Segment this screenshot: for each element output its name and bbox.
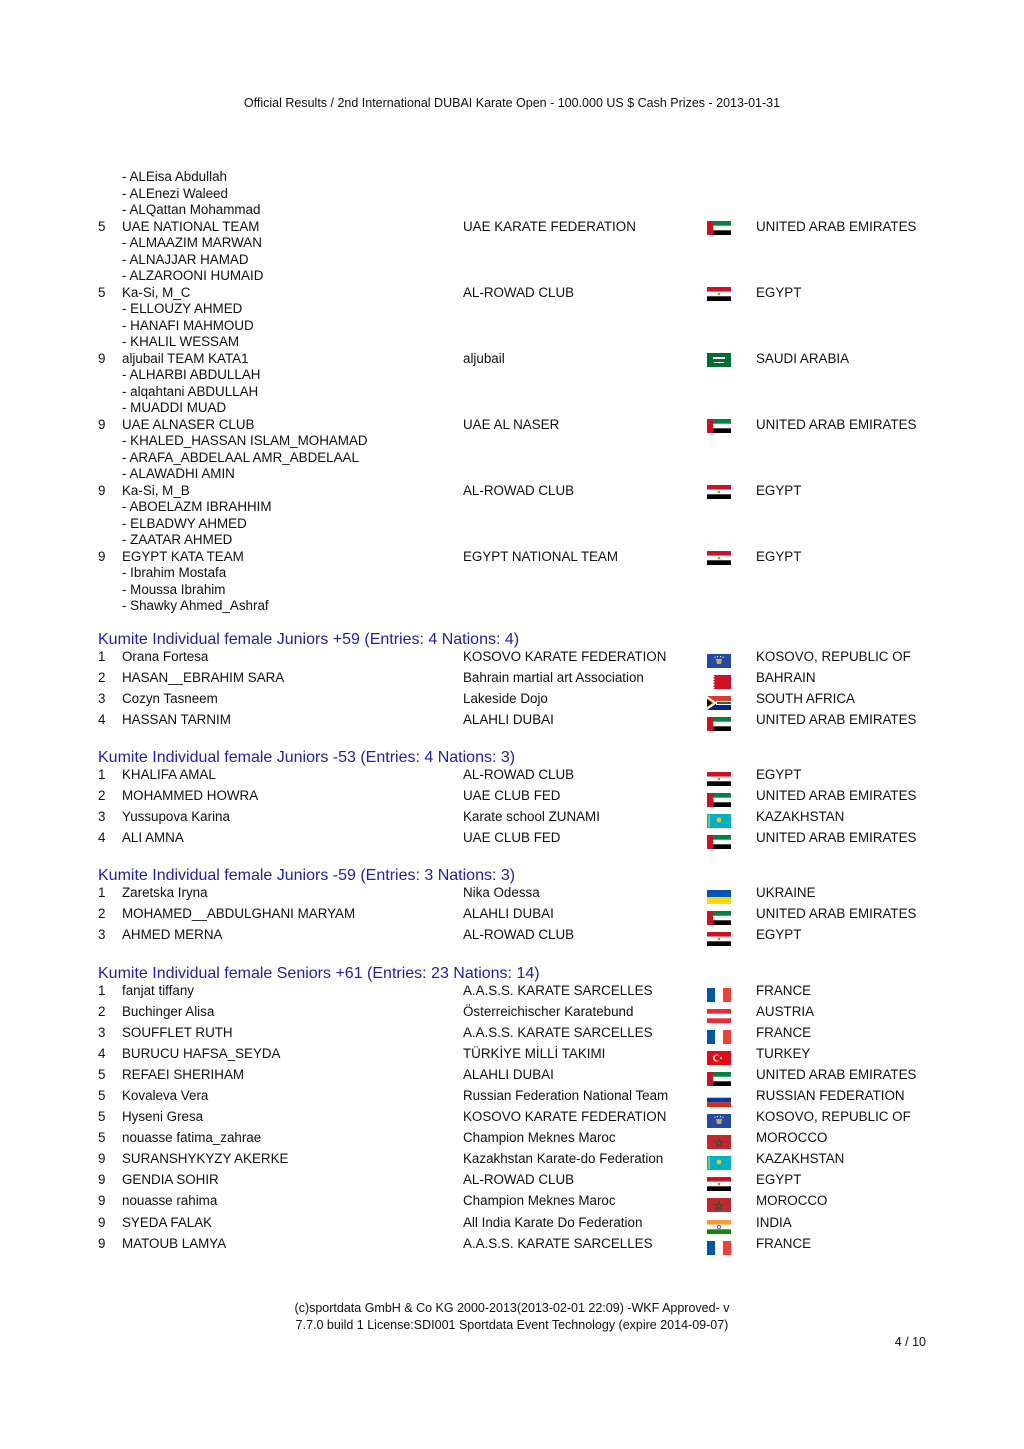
flag-icon-eg <box>707 287 731 301</box>
rank: 3 <box>98 690 106 706</box>
rank: 1 <box>98 648 106 664</box>
flag-ae-icon <box>707 911 731 925</box>
team-row <box>98 417 938 434</box>
nation-name: EGYPT <box>756 927 802 943</box>
rank: 9 <box>98 1151 106 1167</box>
club-name: AL-ROWAD CLUB <box>463 766 575 782</box>
flag-fr-icon <box>707 988 731 1002</box>
team-member-row <box>98 268 938 285</box>
club-name: Russian Federation National Team <box>463 1088 669 1103</box>
nation-name: BAHRAIN <box>756 669 816 685</box>
flag-xk-icon <box>707 654 731 668</box>
athlete-name: Buchinger Alisa <box>122 1003 215 1019</box>
nation-name: SOUTH AFRICA <box>756 690 855 706</box>
nation-name: UNITED ARAB EMIRATES <box>756 830 917 846</box>
athlete-name: ALI AMNA <box>122 830 184 846</box>
team-member-row <box>98 301 938 318</box>
team-row <box>98 285 938 302</box>
flag-ma-icon <box>707 1198 731 1212</box>
flag-icon-eg <box>707 772 731 786</box>
club-name: Champion Meknes Maroc <box>463 1193 616 1209</box>
rank: 9 <box>98 548 106 564</box>
team-member-row <box>98 252 938 269</box>
nation-name: UNITED ARAB EMIRATES <box>756 787 917 803</box>
club-name: UAE KARATE FEDERATION <box>463 218 636 234</box>
club-name: KOSOVO KARATE FEDERATION <box>463 648 667 664</box>
team-member-name: - ELBADWY AHMED <box>122 515 247 531</box>
nation-name: AUSTRIA <box>756 1003 815 1019</box>
team-member-row <box>98 384 938 401</box>
athlete-name: HASAN__EBRAHIM SARA <box>122 669 285 685</box>
club-name: AL-ROWAD CLUB <box>463 1172 575 1188</box>
flag-ma-icon <box>707 1135 731 1149</box>
team-member-row <box>98 450 938 467</box>
team-member-name: - ARAFA_ABDELAAL AMR_ABDELAAL <box>122 449 359 465</box>
club-name: Champion Meknes Maroc <box>463 1130 616 1146</box>
athlete-name: MOHAMMED HOWRA <box>122 787 259 803</box>
page-footer <box>0 1300 1024 1334</box>
flag-eg-icon <box>707 287 731 301</box>
rank: 1 <box>98 982 106 998</box>
club-name: UAE AL NASER <box>463 416 560 432</box>
team-member-row <box>98 598 938 615</box>
athlete-name: fanjat tiffany <box>122 982 194 998</box>
category-section <box>98 965 938 1257</box>
result-row <box>98 691 938 712</box>
team-member-row <box>98 433 938 450</box>
club-name: aljubail <box>463 350 505 366</box>
category-section <box>98 631 938 733</box>
flag-icon-ua <box>707 890 731 904</box>
athlete-name: Cozyn Tasneem <box>122 690 218 706</box>
athlete-name: Yussupova Karina <box>122 809 230 825</box>
nation-name: EGYPT <box>756 482 802 498</box>
team-member-name: - Ibrahim Mostafa <box>122 565 227 580</box>
result-row <box>98 1025 938 1046</box>
flag-ae-icon <box>707 793 731 807</box>
nation-name: KAZAKHSTAN <box>756 809 845 825</box>
athlete-name: nouasse fatima_zahrae <box>122 1130 262 1146</box>
flag-kz-icon <box>707 814 731 828</box>
nation-name: EGYPT <box>756 1172 802 1188</box>
result-row <box>98 767 938 788</box>
result-row <box>98 1067 938 1088</box>
team-member-name: - alqahtani ABDULLAH <box>122 383 259 399</box>
flag-ae-icon <box>707 835 731 849</box>
nation-name: UKRAINE <box>756 885 816 901</box>
result-row <box>98 809 938 830</box>
team-name: EGYPT KATA TEAM <box>122 548 244 564</box>
club-name: A.A.S.S. KARATE SARCELLES <box>463 982 653 998</box>
team-results-continuation <box>98 169 938 615</box>
flag-icon-sa <box>707 353 731 367</box>
category-section <box>98 749 938 851</box>
result-row <box>98 649 938 670</box>
nation-name: UNITED ARAB EMIRATES <box>756 711 917 727</box>
athlete-name: Kovaleva Vera <box>122 1088 209 1103</box>
rank: 3 <box>98 1024 106 1040</box>
rank: 1 <box>98 766 106 782</box>
team-member-name: - HANAFI MAHMOUD <box>122 317 254 333</box>
nation-name: RUSSIAN FEDERATION <box>756 1088 905 1103</box>
result-row <box>98 788 938 809</box>
nation-name: UNITED ARAB EMIRATES <box>756 218 917 234</box>
rank: 9 <box>98 350 106 366</box>
nation-name: EGYPT <box>756 284 802 300</box>
nation-name: KOSOVO, REPUBLIC OF <box>756 1109 911 1125</box>
result-row <box>98 927 938 948</box>
athlete-name: SOUFFLET RUTH <box>122 1024 233 1040</box>
rank: 4 <box>98 711 106 727</box>
flag-icon-ae <box>707 1072 731 1086</box>
athlete-name: REFAEI SHERIHAM <box>122 1066 245 1082</box>
nation-name: UNITED ARAB EMIRATES <box>756 416 917 432</box>
result-row <box>98 1046 938 1067</box>
result-row <box>98 906 938 927</box>
team-member-row <box>98 318 938 335</box>
team-name: UAE NATIONAL TEAM <box>122 218 260 234</box>
flag-icon-ru <box>707 1093 731 1107</box>
page-number: 4 / 10 <box>894 1335 926 1349</box>
rank: 5 <box>98 1130 106 1146</box>
flag-icon-ae <box>707 793 731 807</box>
result-row <box>98 830 938 851</box>
flag-icon-tr <box>707 1051 731 1065</box>
flag-eg-icon <box>707 551 731 565</box>
club-name: UAE CLUB FED <box>463 787 561 803</box>
club-name: Bahrain martial art Association <box>463 669 644 685</box>
flag-icon-za <box>707 696 731 710</box>
club-name: EGYPT NATIONAL TEAM <box>463 548 619 564</box>
club-name: Lakeside Dojo <box>463 690 548 706</box>
flag-in-icon <box>707 1220 731 1234</box>
flag-icon-fr <box>707 1241 731 1255</box>
athlete-name: AHMED MERNA <box>122 927 223 943</box>
team-member-name: - ALAWADHI AMIN <box>122 466 235 481</box>
team-member-name: - Moussa Ibrahim <box>122 581 226 597</box>
team-member-row <box>98 169 938 186</box>
club-name: ALAHLI DUBAI <box>463 906 554 922</box>
flag-icon-ae <box>707 419 731 433</box>
rank: 5 <box>98 1066 106 1082</box>
athlete-name: MOHAMED__ABDULGHANI MARYAM <box>122 906 356 922</box>
flag-at-icon <box>707 1009 731 1023</box>
flag-fr-icon <box>707 1241 731 1255</box>
athlete-name: Zaretska Iryna <box>122 885 208 901</box>
flag-eg-icon <box>707 485 731 499</box>
flag-icon-fr <box>707 1030 731 1044</box>
result-row <box>98 1236 938 1257</box>
rank: 5 <box>98 218 106 234</box>
club-name: TÜRKİYE MİLLİ TAKIMI <box>463 1045 606 1061</box>
nation-name: EGYPT <box>756 548 802 564</box>
team-member-name: - MUADDI MUAD <box>122 400 227 415</box>
team-member-row <box>98 367 938 384</box>
team-member-name: - KHALED_HASSAN ISLAM_MOHAMAD <box>122 433 368 448</box>
rank: 3 <box>98 927 106 943</box>
team-member-name: - ZAATAR AHMED <box>122 532 233 547</box>
team-member-name: - KHALIL WESSAM <box>122 334 240 349</box>
nation-name: UNITED ARAB EMIRATES <box>756 906 917 922</box>
result-row <box>98 1130 938 1151</box>
category-title: Kumite Individual female Juniors -53 (Entries: 4 Nations: 3) <box>98 748 516 766</box>
result-row <box>98 1004 938 1025</box>
athlete-name: GENDIA SOHIR <box>122 1172 219 1188</box>
flag-ae-icon <box>707 221 731 235</box>
team-name: Ka-Si, M_C <box>122 284 191 300</box>
flag-icon-eg <box>707 551 731 565</box>
results-content <box>98 169 938 1257</box>
flag-icon-ae <box>707 911 731 925</box>
flag-ru-icon <box>707 1093 731 1107</box>
flag-icon-xk <box>707 1114 731 1128</box>
rank: 1 <box>98 885 106 901</box>
nation-name: EGYPT <box>756 766 802 782</box>
rank: 2 <box>98 669 106 685</box>
club-name: AL-ROWAD CLUB <box>463 927 575 943</box>
footer-line-1: (c)sportdata GmbH & Co KG 2000-2013(2013-02-01 22:09) -WKF Approved- v <box>294 1301 730 1315</box>
result-row <box>98 885 938 906</box>
result-row <box>98 1172 938 1193</box>
flag-icon-eg <box>707 932 731 946</box>
team-member-name: - ALHARBI ABDULLAH <box>122 367 261 382</box>
result-row <box>98 1193 938 1214</box>
team-row <box>98 483 938 500</box>
club-name: Karate school ZUNAMI <box>463 809 600 825</box>
club-name: AL-ROWAD CLUB <box>463 284 575 300</box>
rank: 4 <box>98 830 106 846</box>
nation-name: FRANCE <box>756 982 812 998</box>
nation-name: KOSOVO, REPUBLIC OF <box>756 648 911 664</box>
athlete-name: BURUCU HAFSA_SEYDA <box>122 1045 281 1061</box>
flag-icon-ma <box>707 1198 731 1212</box>
rank: 4 <box>98 1045 106 1061</box>
nation-name: FRANCE <box>756 1235 812 1251</box>
flag-icon-eg <box>707 1177 731 1191</box>
result-row <box>98 1151 938 1172</box>
athlete-name: Hyseni Gresa <box>122 1109 204 1125</box>
flag-icon-ae <box>707 717 731 731</box>
team-row <box>98 219 938 236</box>
flag-sa-icon <box>707 353 731 367</box>
rank: 5 <box>98 1088 106 1103</box>
category-title: Kumite Individual female Juniors -59 (Entries: 3 Nations: 3) <box>98 867 516 885</box>
flag-icon-xk <box>707 654 731 668</box>
category-title: Kumite Individual female Seniors +61 (Entries: 23 Nations: 14) <box>98 964 540 982</box>
rank: 3 <box>98 809 106 825</box>
team-member-row <box>98 582 938 599</box>
nation-name: UNITED ARAB EMIRATES <box>756 1066 917 1082</box>
rank: 9 <box>98 1214 106 1230</box>
flag-icon-ma <box>707 1135 731 1149</box>
flag-eg-icon <box>707 1177 731 1191</box>
result-row <box>98 712 938 733</box>
category-section <box>98 867 938 948</box>
team-member-name: - ALMAAZIM MARWAN <box>122 235 262 250</box>
club-name: ALAHLI DUBAI <box>463 1066 554 1082</box>
team-row <box>98 351 938 368</box>
nation-name: FRANCE <box>756 1024 812 1040</box>
flag-eg-icon <box>707 932 731 946</box>
flag-icon-ae <box>707 221 731 235</box>
page-header: Official Results / 2nd International DUBAI Karate Open - 100.000 US $ Cash Prizes - 2013-01-31 <box>243 96 781 110</box>
team-member-row <box>98 235 938 252</box>
club-name: ALAHLI DUBAI <box>463 711 554 727</box>
club-name: All India Karate Do Federation <box>463 1214 643 1230</box>
team-member-row <box>98 499 938 516</box>
flag-fr-icon <box>707 1030 731 1044</box>
club-name: Kazakhstan Karate-do Federation <box>463 1151 664 1167</box>
flag-icon-kz <box>707 1156 731 1170</box>
team-member-row <box>98 532 938 549</box>
rank: 9 <box>98 1193 106 1209</box>
club-name: KOSOVO KARATE FEDERATION <box>463 1109 667 1125</box>
rank: 5 <box>98 1109 106 1125</box>
result-row <box>98 1109 938 1130</box>
team-name: UAE ALNASER CLUB <box>122 416 255 432</box>
club-name: Nika Odessa <box>463 885 540 901</box>
flag-icon-ae <box>707 835 731 849</box>
flag-tr-icon <box>707 1051 731 1065</box>
team-name: aljubail TEAM KATA1 <box>122 350 249 366</box>
team-member-row <box>98 400 938 417</box>
club-name: AL-ROWAD CLUB <box>463 482 575 498</box>
team-member-row <box>98 202 938 219</box>
rank: 9 <box>98 1172 106 1188</box>
team-member-name: - ELLOUZY AHMED <box>122 301 243 316</box>
team-member-name: - Shawky Ahmed_Ashraf <box>122 598 269 613</box>
rank: 2 <box>98 906 106 922</box>
flag-ae-icon <box>707 717 731 731</box>
team-member-row <box>98 565 938 582</box>
flag-ae-icon <box>707 419 731 433</box>
athlete-name: MATOUB LAMYA <box>122 1235 227 1251</box>
rank: 5 <box>98 284 106 300</box>
nation-name: SAUDI ARABIA <box>756 350 850 366</box>
nation-name: MOROCCO <box>756 1193 828 1209</box>
rank: 2 <box>98 787 106 803</box>
athlete-name: nouasse rahima <box>122 1193 218 1209</box>
flag-kz-icon <box>707 1156 731 1170</box>
team-member-name: - ALEisa Abdullah <box>122 169 227 184</box>
nation-name: MOROCCO <box>756 1130 828 1146</box>
team-member-name: - ALEnezi Waleed <box>122 185 228 201</box>
flag-za-icon <box>707 696 731 710</box>
nation-name: TURKEY <box>756 1045 811 1061</box>
flag-icon-kz <box>707 814 731 828</box>
rank: 9 <box>98 1235 106 1251</box>
flag-icon-fr <box>707 988 731 1002</box>
result-row <box>98 1088 938 1109</box>
athlete-name: HASSAN TARNIM <box>122 711 231 727</box>
team-row <box>98 549 938 566</box>
nation-name: KAZAKHSTAN <box>756 1151 845 1167</box>
team-member-name: - ABOELAZM IBRAHHIM <box>122 499 272 514</box>
footer-line-2: 7.7.0 build 1 License:SDI001 Sportdata Event Technology (expire 2014-09-07) <box>295 1318 729 1332</box>
club-name: A.A.S.S. KARATE SARCELLES <box>463 1235 653 1251</box>
nation-name: INDIA <box>756 1214 792 1230</box>
flag-icon-in <box>707 1220 731 1234</box>
team-member-name: - ALZAROONI HUMAID <box>122 268 264 283</box>
flag-ua-icon <box>707 890 731 904</box>
athlete-name: SYEDA FALAK <box>122 1214 213 1230</box>
team-member-row <box>98 186 938 203</box>
rank: 2 <box>98 1003 106 1019</box>
team-member-name: - ALNAJJAR HAMAD <box>122 251 249 267</box>
flag-eg-icon <box>707 772 731 786</box>
flag-icon-eg <box>707 485 731 499</box>
team-member-row <box>98 466 938 483</box>
rank: 9 <box>98 416 106 432</box>
result-row <box>98 1215 938 1236</box>
flag-ae-icon <box>707 1072 731 1086</box>
rank: 9 <box>98 482 106 498</box>
flag-xk-icon <box>707 1114 731 1128</box>
team-member-row <box>98 334 938 351</box>
result-row <box>98 983 938 1004</box>
club-name: UAE CLUB FED <box>463 830 561 846</box>
flag-bh-icon <box>707 675 731 689</box>
category-title: Kumite Individual female Juniors +59 (Entries: 4 Nations: 4) <box>98 630 520 648</box>
club-name: Österreichischer Karatebund <box>463 1003 634 1019</box>
club-name: A.A.S.S. KARATE SARCELLES <box>463 1024 653 1040</box>
athlete-name: Orana Fortesa <box>122 648 209 664</box>
team-member-name: - ALQattan Mohammad <box>122 202 261 217</box>
athlete-name: SURANSHYKYZY AKERKE <box>122 1151 289 1167</box>
flag-icon-at <box>707 1009 731 1023</box>
result-row <box>98 670 938 691</box>
athlete-name: KHALIFA AMAL <box>122 766 216 782</box>
flag-icon-bh <box>707 675 731 689</box>
team-member-row <box>98 516 938 533</box>
team-name: Ka-Si, M_B <box>122 482 190 498</box>
